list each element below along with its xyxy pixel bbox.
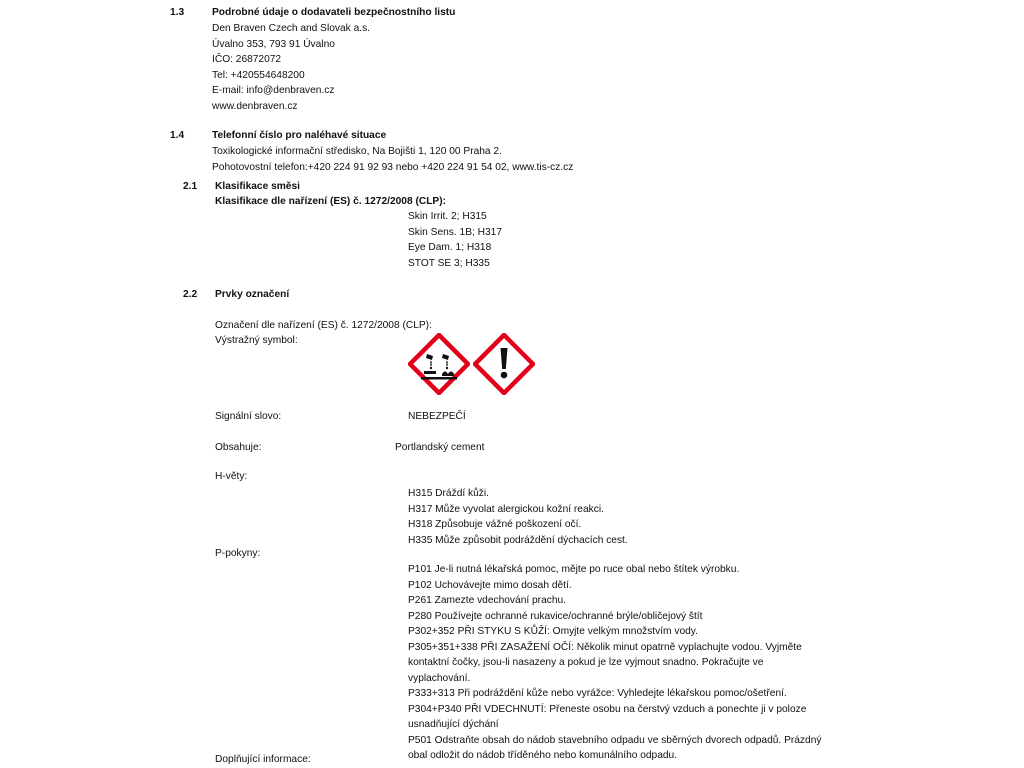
section-number-1-3: 1.3: [170, 7, 185, 18]
p-statements-label: P-pokyny:: [215, 548, 261, 559]
section-number-2-2: 2.2: [183, 289, 198, 300]
supplier-website: www.denbraven.cz: [212, 100, 298, 112]
h-statements-list: [408, 486, 628, 548]
classification-list: [408, 209, 502, 271]
section-title-1-3: Podrobné údaje o dodavateli bezpečnostního listu: [212, 7, 456, 18]
p-statement: obal odložit do nádob tříděného nebo komunálního odpadu.: [408, 750, 678, 761]
contains-value: Portlandský cement: [395, 442, 485, 453]
supplier-address: Úvalno 353, 793 91 Úvalno: [212, 38, 335, 50]
p-statement: P333+313 Při podráždění kůže nebo vyrážce: Vyhledejte lékařskou pomoc/ošetření.: [408, 688, 787, 699]
section-title-2-1: Klasifikace směsi: [215, 181, 300, 192]
p-statement: P261 Zamezte vdechování prachu.: [408, 595, 567, 606]
contains-label: Obsahuje:: [215, 442, 262, 453]
supplier-email: E-mail: info@denbraven.cz: [212, 85, 335, 96]
classification-item: Eye Dam. 1; H318: [408, 242, 492, 253]
emergency-center: Toxikologické informační středisko, Na Bojišti 1, 120 00 Praha 2.: [212, 146, 502, 157]
classification-subtitle: Klasifikace dle nařízení (ES) č. 1272/2008 (CLP):: [215, 196, 447, 207]
p-statements-list: [408, 562, 821, 764]
exclamation-pictogram: [473, 333, 535, 395]
emergency-phone: Pohotovostní telefon:+420 224 91 92 93 nebo +420 224 91 54 02, www.tis-cz.cz: [212, 161, 574, 173]
h-statement: H317 Může vyvolat alergickou kožní reakci.: [408, 503, 604, 515]
supplier-phone: Tel: +420554648200: [212, 69, 305, 81]
classification-item: Skin Sens. 1B; H317: [408, 226, 503, 238]
p-statement: P102 Uchovávejte mimo dosah dětí.: [408, 579, 572, 591]
p-statement: vyplachování.: [408, 672, 471, 684]
additional-info-label: Doplňující informace:: [215, 754, 311, 765]
signal-word-value: NEBEZPEČÍ: [408, 411, 466, 422]
p-statement: P101 Je-li nutná lékařská pomoc, mějte po ruce obal nebo štítek výrobku.: [408, 564, 740, 575]
supplier-name: Den Braven Czech and Slovak a.s.: [212, 23, 370, 34]
p-statement: P302+352 PŘI STYKU S KŮŽÍ: Omyjte velkým množstvím vody.: [408, 626, 698, 637]
classification-item: Skin Irrit. 2; H315: [408, 211, 487, 222]
p-statement: P305+351+338 PŘI ZASAŽENÍ OČÍ: Několik minut opatrně vyplachujte vodou. Vyjměte: [408, 641, 802, 653]
classification-item: STOT SE 3; H335: [408, 257, 490, 269]
p-statement: P304+P340 PŘI VDECHNUTÍ: Přeneste osobu na čerstvý vzduch a ponechte ji v poloze: [408, 703, 807, 715]
h-statement: H318 Způsobuje vážné poškození očí.: [408, 519, 582, 530]
labelling-regulation: Označení dle nařízení (ES) č. 1272/2008 (CLP):: [215, 320, 432, 331]
section-number-1-4: 1.4: [170, 130, 185, 141]
p-statement: P280 Používejte ochranné rukavice/ochranné brýle/obličejový štít: [408, 610, 703, 622]
h-statements-label: H-věty:: [215, 471, 248, 482]
p-statement: kontaktní čočky, jsou-li nasazeny a pokud je lze vyjmout snadno. Pokračujte ve: [408, 657, 764, 668]
signal-word-label: Signální slovo:: [215, 411, 282, 422]
corrosion-pictogram: [408, 333, 470, 395]
h-statement: H335 Může způsobit podráždění dýchacích cest.: [408, 534, 628, 546]
p-statement: usnadňující dýchání: [408, 719, 499, 730]
p-statement: P501 Odstraňte obsah do nádob stavebního odpadu ve sběrných dvorech odpadů. Prázdný: [408, 734, 822, 746]
emergency-contact: [212, 144, 573, 175]
supplier-details: [212, 21, 370, 114]
section-number-2-1: 2.1: [183, 181, 198, 192]
supplier-ico: IČO: 26872072: [212, 54, 282, 65]
section-title-1-4: Telefonní číslo pro naléhavé situace: [212, 130, 387, 141]
h-statement: H315 Dráždí kůži.: [408, 488, 489, 499]
pictogram-label: Výstražný symbol:: [215, 335, 298, 346]
section-title-2-2: Prvky označení: [215, 289, 290, 300]
